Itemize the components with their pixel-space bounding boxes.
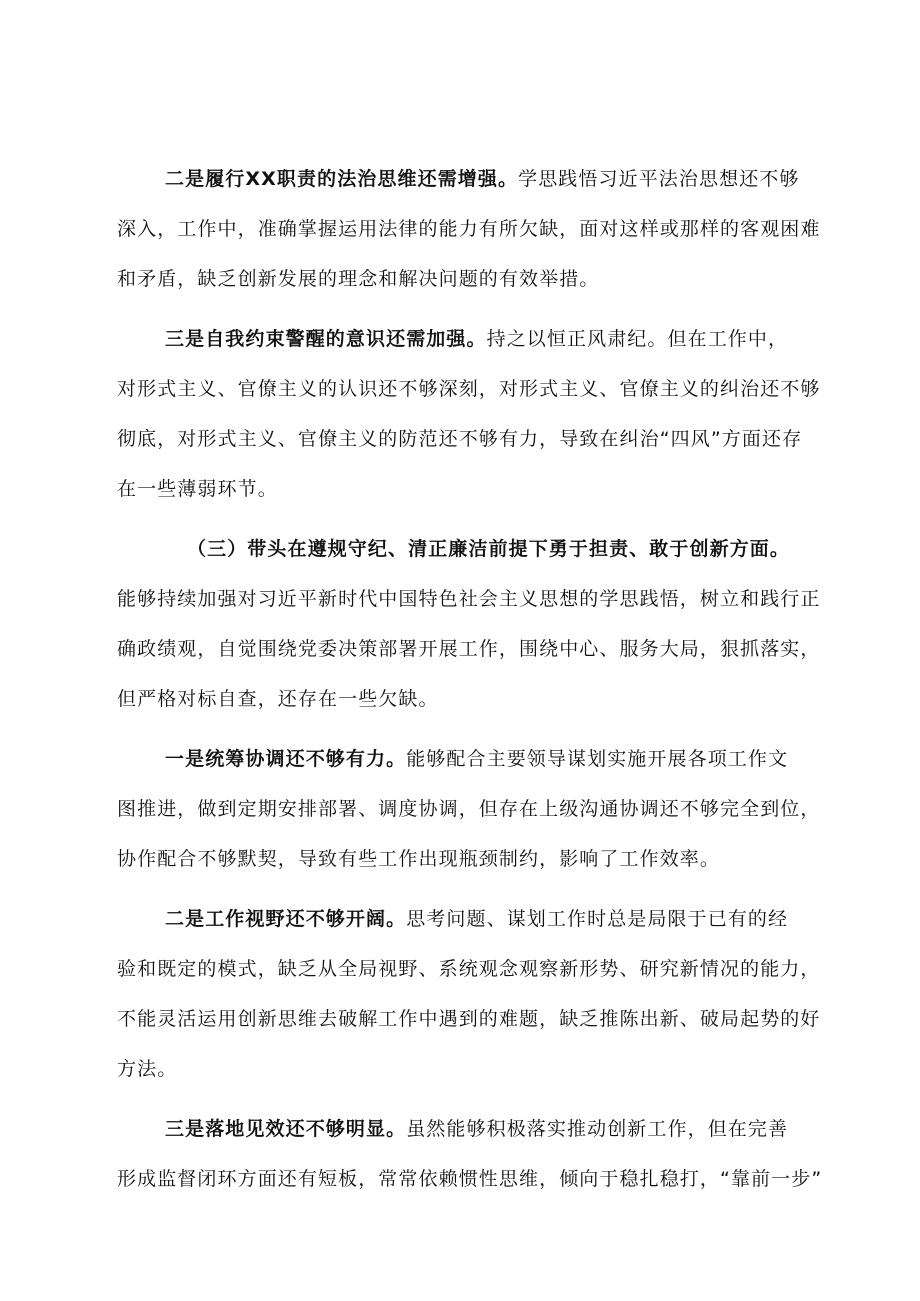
paragraph-line: 验和既定的模式，缺乏从全局视野、系统观念观察新形势、研究新情况的能力，: [117, 958, 821, 980]
line-text: 能够配合主要领导谋划实施开展各项工作文: [406, 748, 789, 770]
lead-sentence: 二是工作视野还不够开阔。: [165, 908, 407, 930]
paragraph-line: 但严格对标自查，还存在一些欠缺。: [117, 688, 439, 710]
lead-sentence: 三是落地见效还不够明显。: [165, 1118, 407, 1140]
line-text: 思考问题、谋划工作时总是局限于已有的经: [406, 908, 789, 930]
section-heading: （三）带头在遵规守纪、清正廉洁前提下勇于担责、敢于创新方面。: [187, 538, 791, 560]
lead-sentence: 三是自我约束警醒的意识还需加强。: [165, 328, 487, 350]
paragraph-line: 协作配合不够默契，导致有些工作出现瓶颈制约，影响了工作效率。: [117, 848, 721, 870]
paragraph-line: [117, 902, 813, 936]
lead-sentence: 一是统筹协调还不够有力。: [165, 748, 407, 770]
paragraph-line: [117, 322, 813, 356]
paragraph-line: [117, 1112, 813, 1146]
paragraph-line: 深入，工作中，准确掌握运用法律的能力有所欠缺，面对这样或那样的客观困难: [117, 218, 821, 240]
paragraph-line: 方法。: [117, 1058, 178, 1080]
line-text: 持之以恒正风肃纪。但在工作中，: [486, 328, 789, 350]
paragraph-line: 能够持续加强对习近平新时代中国特色社会主义思想的学思践悟，树立和践行正: [117, 588, 821, 610]
paragraph-line: 和矛盾，缺乏创新发展的理念和解决问题的有效举措。: [117, 268, 600, 290]
paragraph-line: 彻底，对形式主义、官僚主义的防范还不够有力，导致在纠治“四风”方面还存: [117, 428, 803, 450]
paragraph-line: 确政绩观，自觉围绕党委决策部署开展工作，围绕中心、服务大局，狠抓落实，: [117, 638, 821, 660]
paragraph-line: 对形式主义、官僚主义的认识还不够深刻，对形式主义、官僚主义的纠治还不够: [117, 378, 821, 400]
line-text: 学思践悟习近平法治思想还不够: [518, 168, 800, 190]
paragraph-line: 在一些薄弱环节。: [117, 478, 278, 500]
paragraph-line: 形成监督闭环方面还有短板，常常依赖惯性思维，倾向于稳扎稳打，“靠前一步”: [117, 1168, 823, 1190]
paragraph-line: 不能灵活运用创新思维去破解工作中遇到的难题，缺乏推陈出新、破局起势的好: [117, 1008, 821, 1030]
line-text: 虽然能够积极落实推动创新工作，但在完善: [406, 1118, 789, 1140]
paragraph-line: [117, 742, 813, 776]
paragraph-line: [117, 162, 813, 196]
paragraph-line: 图推进，做到定期安排部署、调度协调，但存在上级沟通协调还不够完全到位，: [117, 798, 821, 820]
lead-sentence: 二是履行XX职责的法治思维还需增强。: [165, 168, 519, 190]
